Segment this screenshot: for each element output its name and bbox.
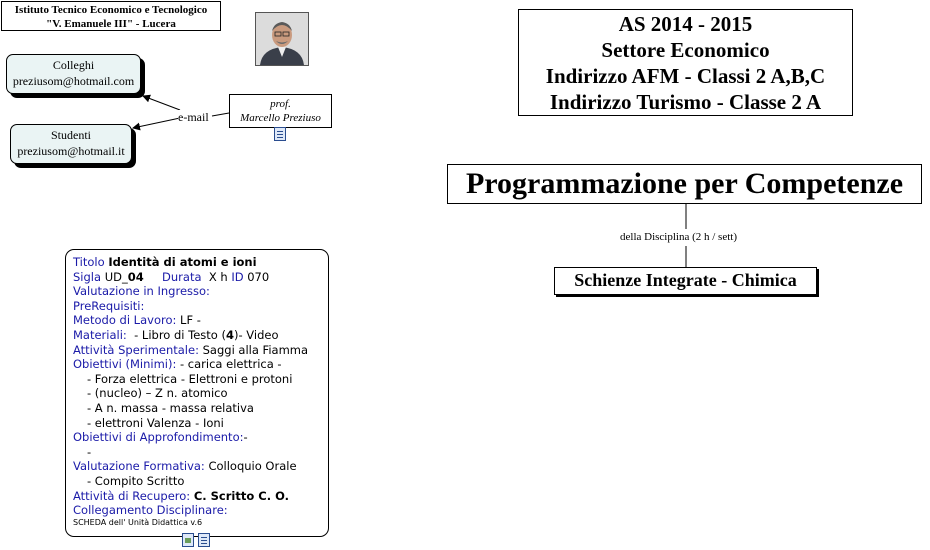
card-footer: SCHEDA dell' Unità Didattica v.6 bbox=[73, 517, 203, 527]
contact-studenti-label: Studenti bbox=[50, 128, 91, 142]
card-approfondimento: Obiettivi di Approfondimento:- bbox=[73, 430, 248, 445]
contact-colleghi-email[interactable]: preziusom@hotmail.com bbox=[12, 74, 135, 88]
card-valutazione-formativa: Valutazione Formativa: Colloquio Orale bbox=[73, 459, 297, 474]
card-obiettivi-line: - elettroni Valenza - Ioni bbox=[87, 415, 224, 430]
track-turismo: Indirizzo Turismo - Classe 2 A bbox=[549, 90, 822, 114]
card-materiali: Materiali: - Libro di Testo (4)- Video bbox=[73, 327, 279, 342]
notes-icon[interactable] bbox=[274, 127, 286, 141]
card-titolo: Titolo Identità di atomi e ioni bbox=[73, 255, 257, 269]
contact-colleghi-label: Colleghi bbox=[52, 58, 95, 72]
card-collegamento: Collegamento Disciplinare: bbox=[73, 503, 228, 518]
header-box bbox=[518, 9, 853, 116]
contact-colleghi[interactable] bbox=[6, 54, 141, 94]
contact-studenti[interactable] bbox=[10, 124, 132, 164]
email-link-label: e-mail bbox=[178, 110, 209, 124]
arrow-to-colleghi bbox=[143, 96, 180, 110]
teacher-photo bbox=[255, 12, 309, 66]
card-attivita-sperimentale: Attività Sperimentale: Saggi alla Fiamma bbox=[73, 342, 309, 357]
link-label-disciplina: della Disciplina (2 h / sett) bbox=[620, 231, 737, 243]
school-box bbox=[1, 1, 221, 31]
track-afm: Indirizzo AFM - Classi 2 A,B,C bbox=[545, 64, 826, 88]
arrow-to-studenti bbox=[133, 118, 180, 128]
person-icon bbox=[256, 13, 308, 65]
unit-card bbox=[65, 249, 329, 537]
card-sigla: Sigla UD_04 Durata X h ID 070 bbox=[73, 269, 270, 284]
card-obiettivi-line: - (nucleo) – Z n. atomico bbox=[87, 386, 228, 401]
contact-studenti-email[interactable]: preziusom@hotmail.it bbox=[17, 144, 125, 158]
card-prerequisiti: PreRequisiti: bbox=[73, 298, 145, 313]
prof-name: Marcello Preziuso bbox=[240, 112, 321, 124]
card-approfondimento-line: - bbox=[87, 444, 92, 459]
prof-title: prof. bbox=[270, 98, 291, 110]
card-valutazione-formativa-line: - Compito Scritto bbox=[87, 473, 185, 488]
link-email-prof bbox=[212, 113, 229, 116]
card-obiettivi-line: - Forza elettrica - Elettroni e protoni bbox=[87, 371, 293, 386]
image-icon[interactable] bbox=[182, 533, 194, 547]
prof-box[interactable] bbox=[229, 94, 332, 128]
school-year: AS 2014 - 2015 bbox=[618, 12, 753, 36]
main-title: Programmazione per Competenze bbox=[447, 164, 922, 204]
subject-box[interactable]: Schienze Integrate - Chimica bbox=[554, 267, 817, 295]
card-obiettivi-line: - A n. massa - massa relativa bbox=[87, 400, 254, 415]
notes-icon[interactable] bbox=[198, 533, 210, 547]
school-location: "V. Emanuele III" - Lucera bbox=[46, 18, 176, 30]
sector: Settore Economico bbox=[601, 38, 770, 62]
school-name: Istituto Tecnico Economico e Tecnologico bbox=[14, 4, 208, 16]
card-valutazione-ingresso: Valutazione in Ingresso: bbox=[73, 284, 210, 299]
card-metodo: Metodo di Lavoro: LF - bbox=[73, 313, 201, 328]
card-obiettivi: Obiettivi (Minimi): - carica elettrica - bbox=[73, 357, 282, 372]
card-recupero: Attività di Recupero: C. Scritto C. O. bbox=[73, 488, 289, 503]
